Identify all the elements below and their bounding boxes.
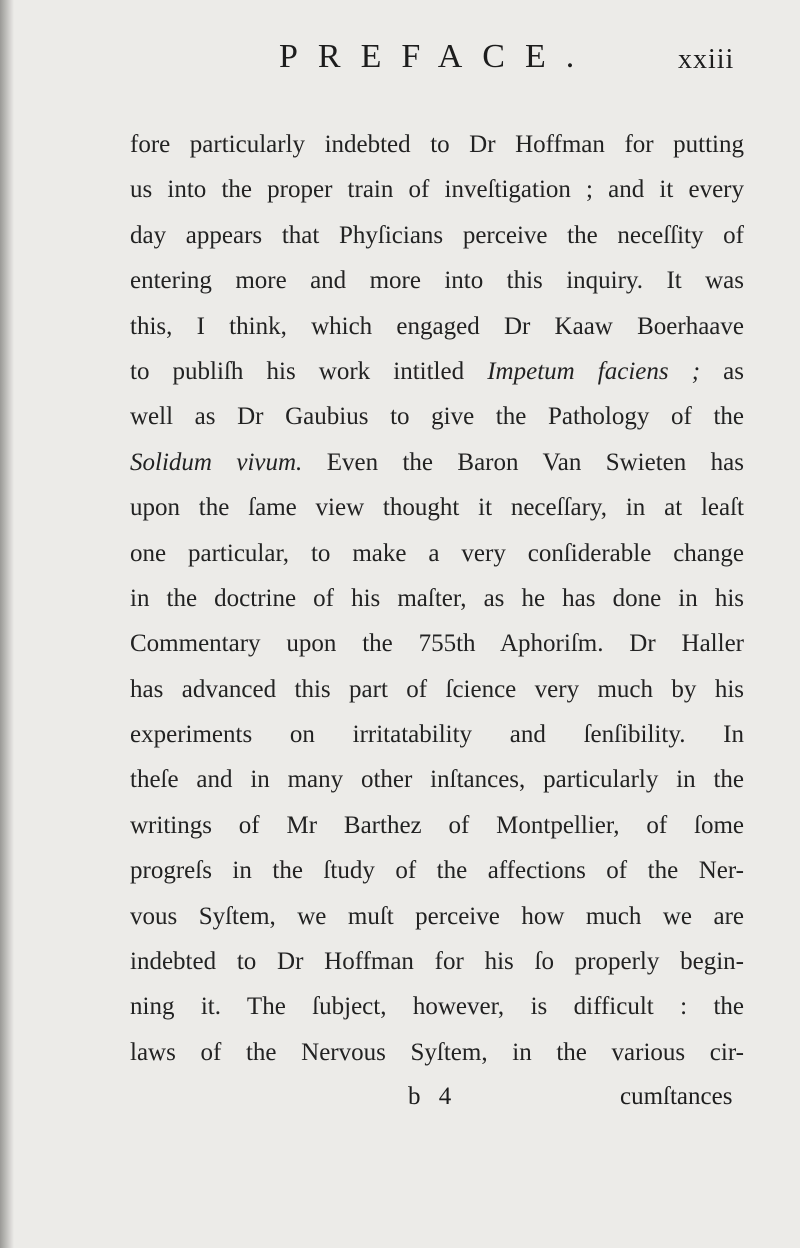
text-segment: laws of the Nervous Syſtem, in the various cir- (130, 1038, 744, 1066)
text-segment: this, I think, which engaged Dr Kaaw Boerhaave (130, 312, 744, 340)
text-line (130, 848, 744, 893)
running-head: PREFACE. (279, 38, 595, 75)
text-segment: experiments on irritatability and ſenſibility. In (130, 721, 744, 749)
signature-mark: b 4 (408, 1083, 458, 1110)
text-line (130, 485, 744, 530)
text-line (130, 757, 744, 802)
text-segment: us into the proper train of inveſtigation ; and it every (130, 176, 744, 204)
text-segment: Commentary upon the 755th Aphoriſm. Dr Haller (130, 630, 744, 658)
text-segment: one particular, to make a very conſiderable change (130, 539, 744, 567)
italic-segment: Solidum vivum. (130, 448, 303, 476)
text-line (130, 258, 744, 303)
text-segment: in the doctrine of his maſter, as he has done in his (130, 584, 744, 612)
text-line (130, 122, 744, 167)
text-line (130, 712, 744, 757)
text-segment: indebted to Dr Hoffman for his ſo properly begin- (130, 948, 744, 976)
text-segment: writings of Mr Barthez of Montpellier, of ſome (130, 811, 744, 839)
text-line (130, 984, 744, 1029)
text-line (130, 304, 744, 349)
text-line (130, 440, 744, 485)
preface-body-text (130, 122, 744, 1075)
text-segment: to publiſh his work intitled (130, 357, 488, 385)
text-line (130, 894, 744, 939)
text-segment: vous Syſtem, we muſt perceive how much we are (130, 902, 744, 930)
text-line (130, 939, 744, 984)
binding-shadow (0, 0, 14, 1248)
text-line (130, 213, 744, 258)
text-line (130, 621, 744, 666)
text-segment: entering more and more into this inquiry. It was (130, 267, 744, 295)
page-number: xxiii (678, 44, 735, 75)
text-line (130, 394, 744, 439)
text-segment: progreſs in the ſtudy of the affections of the Ner- (130, 857, 744, 885)
text-segment: as (700, 357, 744, 385)
text-segment: well as Dr Gaubius to give the Pathology of the (130, 403, 744, 431)
text-line (130, 667, 744, 712)
text-segment: ning it. The ſubject, however, is difficult : the (130, 993, 744, 1021)
text-line (130, 576, 744, 621)
text-segment: day appears that Phyſicians perceive the neceſſity of (130, 221, 744, 249)
text-segment: fore particularly indebted to Dr Hoffman for putting (130, 131, 744, 158)
page-footer (0, 1083, 800, 1123)
text-line (130, 349, 744, 394)
text-segment: upon the ſame view thought it neceſſary, in at leaſt (130, 494, 744, 522)
text-line (130, 803, 744, 848)
text-segment: Even the Baron Van Swieten has (302, 448, 744, 476)
text-segment: theſe and in many other inſtances, particularly in the (130, 766, 744, 794)
text-line (130, 167, 744, 212)
text-line (130, 531, 744, 576)
text-line (130, 1030, 744, 1075)
text-segment: has advanced this part of ſcience very much by his (130, 675, 744, 703)
page-header (0, 38, 800, 88)
catchword: cumſtances (620, 1083, 733, 1110)
italic-segment: Impetum faciens ; (487, 357, 701, 385)
